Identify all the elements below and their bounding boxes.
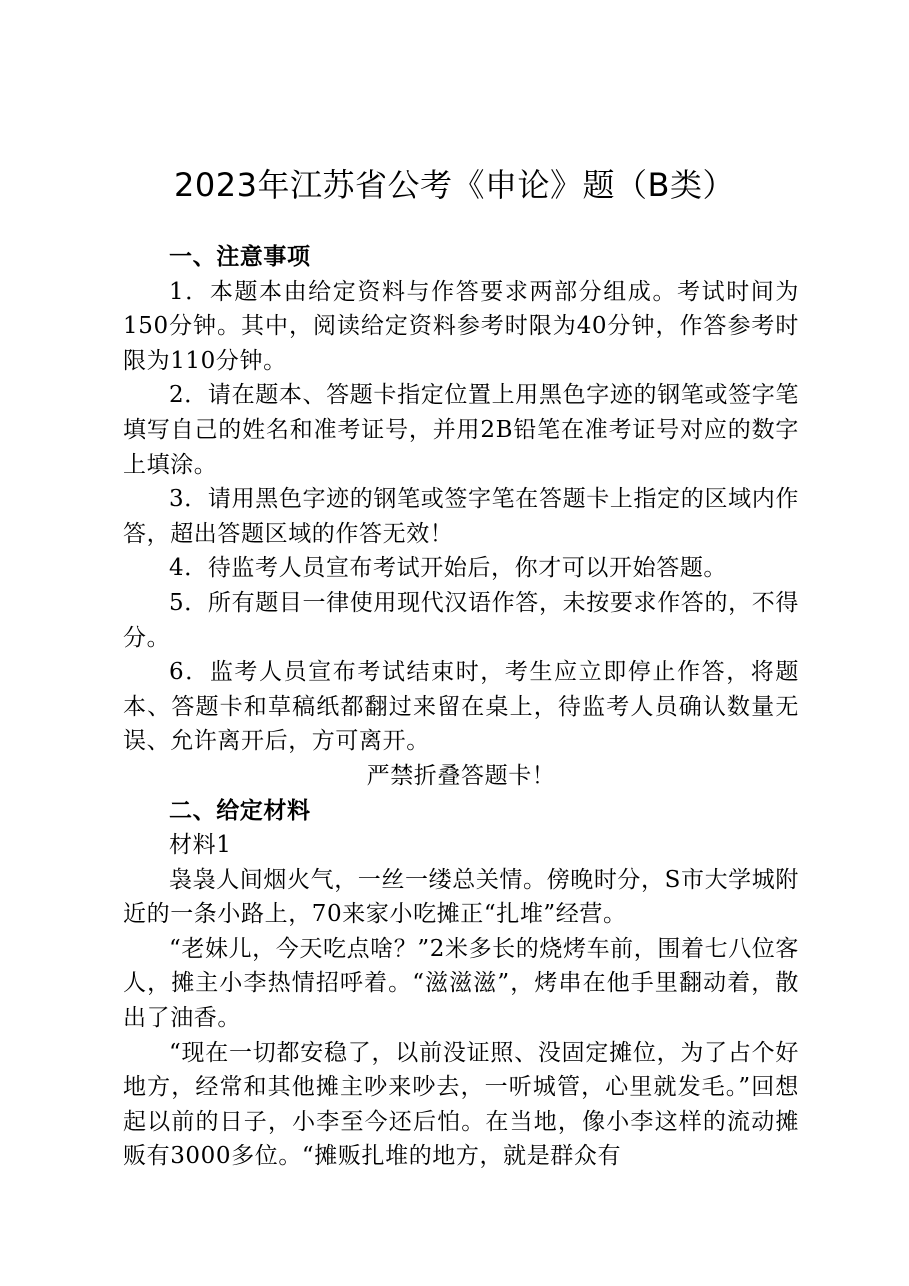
section-heading-notes: 一、注意事项 <box>169 244 311 270</box>
document-body <box>123 240 799 1174</box>
note-item-5: 5．所有题目一律使用现代汉语作答，未按要求作答的，不得分。 <box>123 589 799 651</box>
note-item-6: 6．监考人员宣布考试结束时，考生应立即停止作答，将题本、答题卡和草稿纸都翻过来留在桌上，待监考人员确认数量无误、允许离开后，方可离开。 <box>123 659 799 755</box>
note-item-2: 2．请在题本、答题卡指定位置上用黑色字迹的钢笔或签字笔填写自己的姓名和准考证号，并用2B铅笔在准考证号对应的数字上填涂。 <box>123 382 799 478</box>
note-item-3: 3．请用黑色字迹的钢笔或签字笔在答题卡上指定的区域内作答，超出答题区域的作答无效！ <box>123 486 799 547</box>
section-heading-materials: 二、给定材料 <box>169 797 311 824</box>
document-title: 2023年江苏省公考《申论》题（B类） <box>174 166 735 204</box>
note-item-1: 1．本题本由给定资料与作答要求两部分组成。考试时间为150分钟。其中，阅读给定资料参考时限为40分钟，作答参考时限为110分钟。 <box>123 278 799 374</box>
material-paragraph-1: 袅袅人间烟火气，一丝一缕总关情。傍晚时分，S市大学城附近的一条小路上，70来家小吃摊正“扎堆”经营。 <box>123 866 799 928</box>
warning-line: 严禁折叠答题卡！ <box>366 762 556 789</box>
material-paragraph-3: “现在一切都安稳了，以前没证照、没固定摊位，为了占个好地方，经常和其他摊主吵来吵去，一听城管，心里就发毛。”回想起以前的日子，小李至今还后怕。在当地，像小李这样的流动摊贩有3000多位。“摊贩扎堆的地方，就是群众有 <box>123 1039 799 1170</box>
material-paragraph-2: “老妹儿，今天吃点啥？”2米多长的烧烤车前，围着七八位客人，摊主小李热情招呼着。“滋滋滋”，烤串在他手里翻动着，散出了油香。 <box>123 935 799 1032</box>
material-label: 材料1 <box>169 832 232 859</box>
note-item-4: 4．待监考人员宣布考试开始后，你才可以开始答题。 <box>169 555 728 582</box>
